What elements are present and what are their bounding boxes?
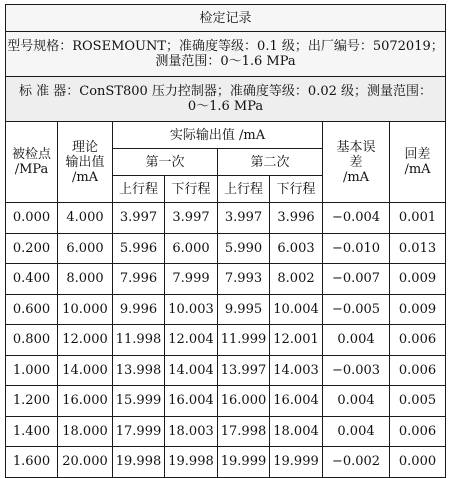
table-row xyxy=(6,233,446,264)
cell-second-down: 19.999 xyxy=(270,447,323,478)
header-basic-error: 基本误 差 /mA xyxy=(323,122,390,203)
cell-first-up: 7.996 xyxy=(113,264,165,295)
header-second-up: 上行程 xyxy=(218,176,270,203)
cell-second-down: 14.003 xyxy=(270,355,323,386)
cell-check-point: 1.400 xyxy=(6,416,58,447)
cell-check-point: 0.600 xyxy=(6,294,58,325)
table-row xyxy=(6,325,446,356)
cell-first-up: 9.996 xyxy=(113,294,165,325)
cell-hysteresis: 0.001 xyxy=(390,203,446,234)
cell-first-up: 5.996 xyxy=(113,233,165,264)
cell-theory-output: 14.000 xyxy=(58,355,113,386)
cell-first-down: 16.004 xyxy=(165,386,218,417)
cell-check-point: 0.400 xyxy=(6,264,58,295)
cell-second-up: 11.999 xyxy=(218,325,270,356)
cell-second-up: 13.997 xyxy=(218,355,270,386)
cell-theory-output: 20.000 xyxy=(58,447,113,478)
cell-basic-error: 0.004 xyxy=(323,325,390,356)
device-info xyxy=(6,32,446,77)
cell-hysteresis: 0.009 xyxy=(390,294,446,325)
cell-second-down: 8.002 xyxy=(270,264,323,295)
header-second-down: 下行程 xyxy=(270,176,323,203)
standard-info xyxy=(6,77,446,122)
cell-basic-error: −0.002 xyxy=(323,447,390,478)
cell-first-up: 15.999 xyxy=(113,386,165,417)
header-check-point: 被检点 /MPa xyxy=(6,122,58,203)
cell-hysteresis: 0.006 xyxy=(390,325,446,356)
cell-hysteresis: 0.006 xyxy=(390,355,446,386)
cell-basic-error: −0.005 xyxy=(323,294,390,325)
cell-first-down: 18.003 xyxy=(165,416,218,447)
cell-check-point: 0.200 xyxy=(6,233,58,264)
cell-basic-error: −0.010 xyxy=(323,233,390,264)
table-row xyxy=(6,447,446,478)
table-row xyxy=(6,203,446,234)
header-first-down: 下行程 xyxy=(165,176,218,203)
cell-second-up: 7.993 xyxy=(218,264,270,295)
table-row xyxy=(6,386,446,417)
cell-first-down: 3.997 xyxy=(165,203,218,234)
cell-hysteresis: 0.013 xyxy=(390,233,446,264)
cell-second-up: 17.998 xyxy=(218,416,270,447)
cell-check-point: 0.000 xyxy=(6,203,58,234)
cell-check-point: 1.000 xyxy=(6,355,58,386)
header-actual-output: 实际输出值 /mA xyxy=(113,122,323,149)
cell-first-down: 6.000 xyxy=(165,233,218,264)
cell-basic-error: 0.004 xyxy=(323,386,390,417)
cell-theory-output: 8.000 xyxy=(58,264,113,295)
header-theory-output: 理论 输出值 /mA xyxy=(58,122,113,203)
cell-first-up: 3.997 xyxy=(113,203,165,234)
cell-check-point: 1.200 xyxy=(6,386,58,417)
table-row xyxy=(6,264,446,295)
cell-first-down: 19.998 xyxy=(165,447,218,478)
cell-first-up: 11.998 xyxy=(113,325,165,356)
cell-second-down: 3.996 xyxy=(270,203,323,234)
header-second-run: 第二次 xyxy=(218,149,323,176)
cell-hysteresis: 0.009 xyxy=(390,264,446,295)
cell-basic-error: −0.004 xyxy=(323,203,390,234)
standard-info-line1: 标 准 器：ConST800 压力控制器；准确度等级：0.02 级；测量范围： xyxy=(19,84,433,99)
cell-second-down: 6.003 xyxy=(270,233,323,264)
calibration-record xyxy=(5,4,445,478)
table-title: 检定记录 xyxy=(6,5,446,32)
cell-first-down: 14.004 xyxy=(165,355,218,386)
cell-first-up: 17.999 xyxy=(113,416,165,447)
cell-basic-error: −0.003 xyxy=(323,355,390,386)
data-rows xyxy=(6,203,446,478)
cell-first-down: 7.999 xyxy=(165,264,218,295)
cell-second-down: 10.004 xyxy=(270,294,323,325)
cell-basic-error: 0.004 xyxy=(323,416,390,447)
cell-first-up: 13.998 xyxy=(113,355,165,386)
table-row xyxy=(6,416,446,447)
table-row xyxy=(6,355,446,386)
cell-first-up: 19.998 xyxy=(113,447,165,478)
header-first-up: 上行程 xyxy=(113,176,165,203)
cell-second-down: 12.001 xyxy=(270,325,323,356)
device-info-line2: 测量范围：0～1.6 MPa xyxy=(155,54,296,69)
cell-second-up: 16.000 xyxy=(218,386,270,417)
cell-second-up: 9.995 xyxy=(218,294,270,325)
cell-theory-output: 18.000 xyxy=(58,416,113,447)
cell-second-up: 3.997 xyxy=(218,203,270,234)
cell-second-down: 18.004 xyxy=(270,416,323,447)
standard-info-line2: 0～1.6 MPa xyxy=(187,99,264,114)
cell-second-up: 19.999 xyxy=(218,447,270,478)
cell-theory-output: 16.000 xyxy=(58,386,113,417)
cell-theory-output: 6.000 xyxy=(58,233,113,264)
cell-check-point: 1.600 xyxy=(6,447,58,478)
device-info-line1: 型号规格：ROSEMOUNT；准确度等级：0.1 级；出厂编号：5072019； xyxy=(7,39,444,54)
cell-theory-output: 10.000 xyxy=(58,294,113,325)
cell-hysteresis: 0.000 xyxy=(390,447,446,478)
cell-check-point: 0.800 xyxy=(6,325,58,356)
table-row xyxy=(6,294,446,325)
cell-theory-output: 4.000 xyxy=(58,203,113,234)
cell-theory-output: 12.000 xyxy=(58,325,113,356)
header-first-run: 第一次 xyxy=(113,149,218,176)
calibration-table xyxy=(5,4,446,478)
cell-first-down: 12.004 xyxy=(165,325,218,356)
cell-hysteresis: 0.005 xyxy=(390,386,446,417)
cell-hysteresis: 0.006 xyxy=(390,416,446,447)
cell-basic-error: −0.007 xyxy=(323,264,390,295)
cell-second-down: 16.004 xyxy=(270,386,323,417)
cell-first-down: 10.003 xyxy=(165,294,218,325)
header-hysteresis: 回差 /mA xyxy=(390,122,446,203)
cell-second-up: 5.990 xyxy=(218,233,270,264)
